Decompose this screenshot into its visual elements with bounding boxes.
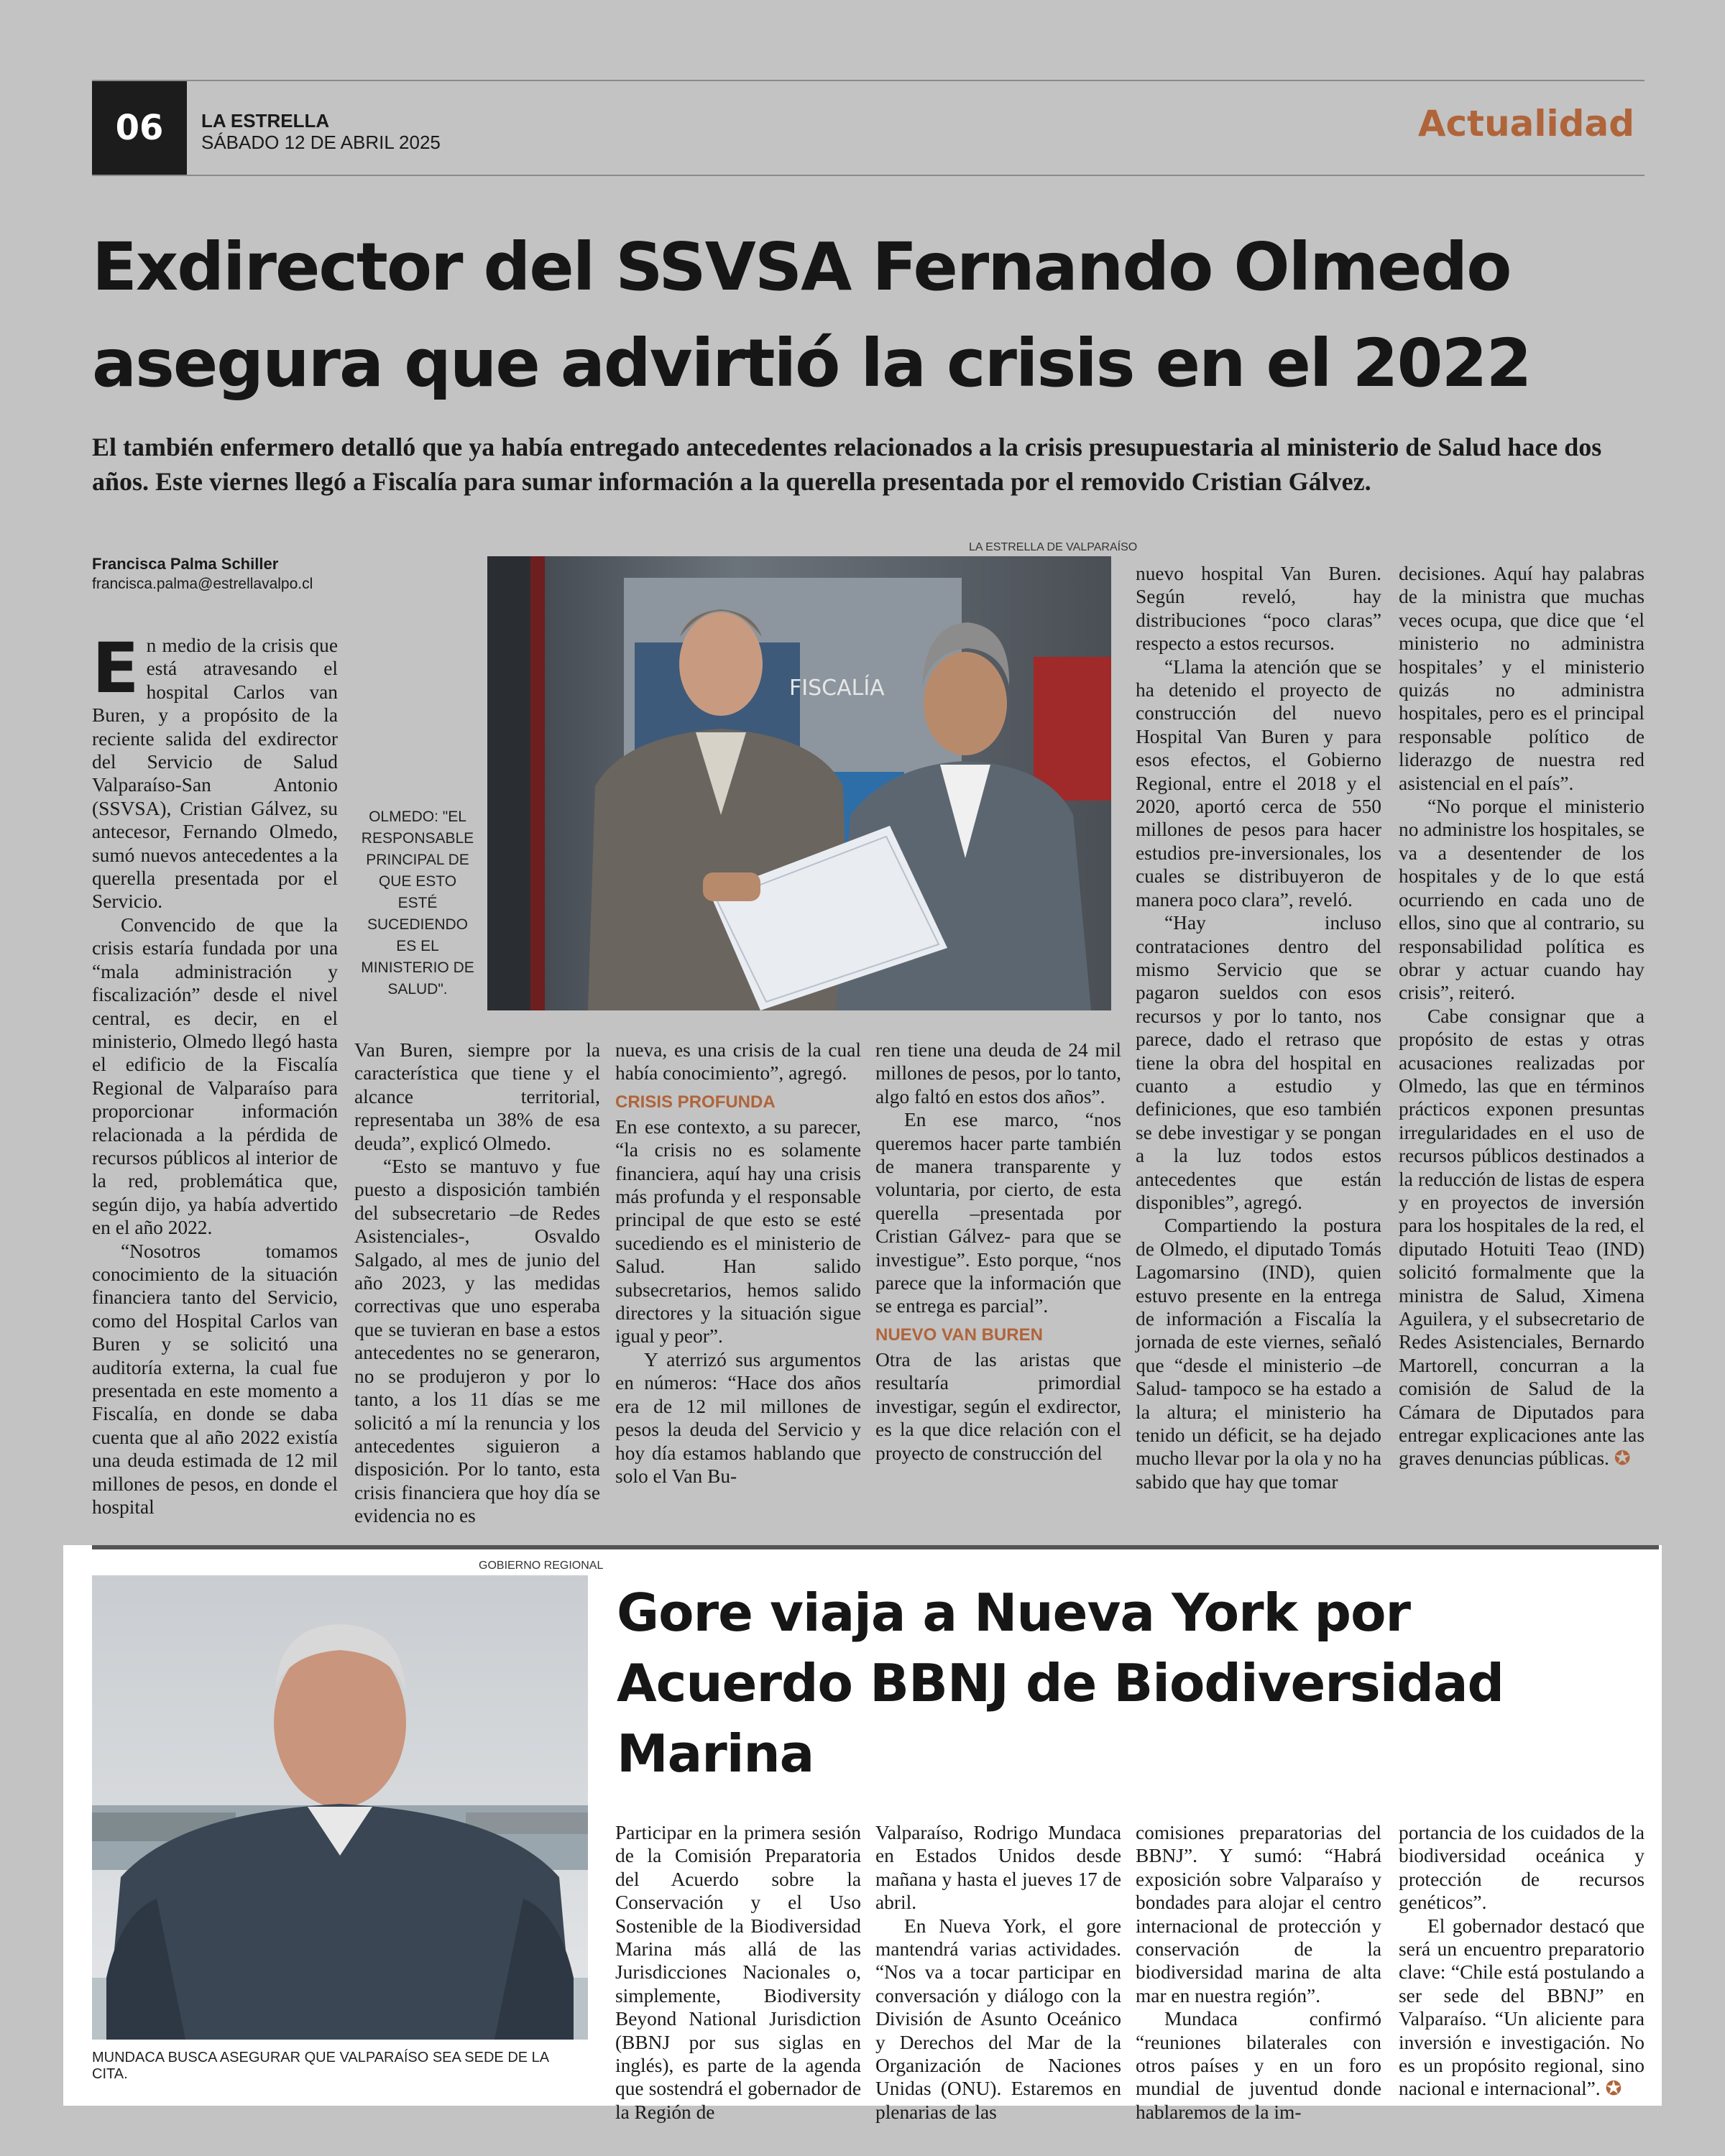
article-column-4 xyxy=(875,1038,1121,1465)
drop-cap: E xyxy=(92,628,139,709)
paragraph xyxy=(1399,1915,1644,2101)
final-paragraph-text: Cabe consignar que a propósito de estas y otras acusaciones realizadas por Olmedo, las que en términos prácticos exponen presuntas irregularidades en el uso de recursos públicos destinados a la reducción de listas de espera y en proyectos de inversión para los hospitales de la red, el diputado Hotuiti Teao (IND) solicitó formalmente que la ministra de Salud, Ximena Aguilera, y el subsecretario de Redes Asistenciales, Bernardo Martorell, concurran a la comisión de Salud de la Cámara de Diputados para entregar explicaciones ante las graves denuncias públicas. xyxy=(1399,1005,1644,1470)
paragraph: portancia de los cuidados de la biodiversidad oceánica y protección de recursos genéticos”. xyxy=(1399,1822,1644,1914)
paragraph: Otra de las aristas que resultaría primordial investigar, según el exdirector, es la que dice relación con el proyecto de construcción del xyxy=(875,1348,1121,1464)
secondary-headline: Gore viaja a Nueva York por Acuerdo BBNJ de Biodiversidad Marina xyxy=(617,1583,1504,1784)
paragraph: nueva, es una crisis de la cual había conocimiento”, agregó. xyxy=(615,1039,861,1084)
lead-paragraph: n medio de la crisis que está atravesando el hospital Carlos van Buren, y a propósito de la reciente salida del exdirector del Servicio de Salud Valparaíso-San Antonio (SSVSA), Cristian Gálvez, su antecesor, Fernando Olmedo, sumó nuevos antecedentes a la querella presentada por el Servicio. xyxy=(92,635,338,913)
paragraph: Van Buren, siempre por la característica que tiene y el alcance territorial, representaba un 38% de esa deuda”, explicó Olmedo. xyxy=(354,1039,600,1154)
paragraph xyxy=(1399,1005,1644,1471)
paragraph: “No porque el ministerio no administre los hospitales, se va a desentender de los hospitales y de lo que está ocurriendo en cada uno de ellos, sino que al contrario, su responsabilidad política es obrar y actuar cuando hay crisis”, reiteró. xyxy=(1399,796,1644,1004)
byline xyxy=(92,554,313,594)
photo-illustration xyxy=(487,556,1111,1010)
secondary-article xyxy=(63,1545,1662,2123)
paragraph: En ese marco, “nos queremos hacer parte también de manera transparente y voluntaria, por cierto, de esta querella –presentada por Cristian Gálvez- para que se investigue”. Esto porque, “nos parece que la información que se entrega es parcial”. xyxy=(875,1109,1121,1317)
paragraph: decisiones. Aquí hay palabras de la ministra que muchas veces ocupa, que dice que ‘el ministerio no administra hospitales’ y el ministerio quizás no administra hospitales, pero es el principal responsable político de liderazgo de nuestra red asistencial en el país”. xyxy=(1399,563,1644,794)
secondary-column-3 xyxy=(1136,1821,1381,2124)
photo-credit-2: GOBIERNO REGIONAL xyxy=(479,1560,604,1572)
article-column-6 xyxy=(1399,562,1644,1471)
subheading-nuevo-van-buren: NUEVO VAN BUREN xyxy=(875,1325,1043,1345)
photo-caption-2: MUNDACA BUSCA ASEGURAR QUE VALPARAÍSO SEA SEDE DE LA CITA. xyxy=(92,2050,549,2082)
issue-date: SÁBADO 12 DE ABRIL 2025 xyxy=(201,132,441,153)
paragraph: En Nueva York, el gore mantendrá varias actividades. “Nos va a tocar participar en conversación y diálogo con la División de Asunto Oceánico y Derechos del Mar de la Organización de Naciones Unidas (ONU). Estaremos en plenarias de las xyxy=(875,1915,1121,2123)
paragraph: Participar en la primera sesión de la Comisión Preparatoria del Acuerdo sobre la Conservación y el Uso Sostenible de la Biodiversidad Marina más allá de las Jurisdicciones Nacionales o, simplemente, Biodiversity Beyond National Jurisdiction (BBNJ por sus siglas en inglés), es parte de la agenda que sostendrá el gobernador de la Región de xyxy=(615,1822,861,2123)
article-column-5 xyxy=(1136,562,1381,1493)
newspaper-page xyxy=(63,68,1662,2123)
governor-photo xyxy=(92,1575,588,2040)
end-mark-icon: ✪ xyxy=(1614,1447,1631,1470)
photo-credit: LA ESTRELLA DE VALPARAÍSO xyxy=(969,541,1138,553)
secondary-column-1 xyxy=(615,1821,861,2124)
section-label: Actualidad xyxy=(1417,103,1634,144)
article-headline: Exdirector del SSVSA Fernando Olmedo asegura que advirtió la crisis en el 2022 xyxy=(92,229,1531,402)
secondary-column-2 xyxy=(875,1821,1121,2124)
paragraph: Mundaca confirmó “reuniones bilaterales con otros países y en un foro mundial de juventud donde hablaremos de la im- xyxy=(1136,2008,1381,2123)
secondary-rule xyxy=(92,1545,1659,1549)
author-name: Francisca Palma Schiller xyxy=(92,555,279,573)
article-photo xyxy=(487,556,1111,1010)
article-column-2 xyxy=(354,1038,600,1528)
paragraph: Y aterrizó sus argumentos en números: “Hace dos años era de 12 mil millones de pesos la deuda del Servicio y hoy día estamos hablando que solo el Van Bu- xyxy=(615,1348,861,1487)
page-number: 06 xyxy=(92,81,187,175)
photo-caption: OLMEDO: "EL RESPONSABLE PRINCIPAL DE QUE ESTO ESTÉ SUCEDIENDO ES EL MINISTERIO DE SALUD". xyxy=(361,808,474,998)
top-rule xyxy=(92,80,1644,81)
final-paragraph-text: El gobernador destacó que será un encuentro preparatorio clave: “Chile está postulando a ser sede del BBNJ” en Valparaíso. “Un aliciente para inversión e investigación. No es un propósito regional, sino nacional e internacional”. xyxy=(1399,1915,1644,2100)
paragraph: nuevo hospital Van Buren. Según reveló, hay distribuciones “poco claras” respecto a estos recursos. xyxy=(1136,563,1381,655)
paragraph: En ese contexto, a su parecer, “la crisis no es solamente financiera, aquí hay una crisis más profunda y el responsable principal de que esto se esté sucediendo es el ministerio de Salud. Han salido subsecretarios, hemos salido directores y la situación sigue igual y peor”. xyxy=(615,1115,861,1348)
subheading-crisis-profunda: CRISIS PROFUNDA xyxy=(615,1092,776,1112)
fiscalia-sign: FISCALÍA xyxy=(789,676,885,701)
masthead xyxy=(201,110,441,153)
paragraph: “Hay incluso contrataciones dentro del mismo Servicio que se pagaron sueldos con esos recursos y por lo tanto, nos parece, dado el retraso que tiene la obra del hospital en cuanto a estudio y definiciones, que eso también se debe investigar y se pongan a la luz todos estos antecedentes que están disponibles”, agregó. xyxy=(1136,912,1381,1213)
paragraph: “Llama la atención que se ha detenido el proyecto de construcción del nuevo Hospital Van Buren y para esos efectos, el Gobierno Regional, entre el 2018 y el 2020, aportó cerca de 550 millones de pesos para hacer estudios pre-inversionales, los cuales se distribuyeron de manera poco clara”, reveló. xyxy=(1136,655,1381,911)
article-deck: El también enfermero detalló que ya había entregado antecedentes relacionados a la crisis presupuestaria al ministerio de Salud hace dos años. Este viernes llegó a Fiscalía para sumar información a la querella presentada por el removido Cristian Gálvez. xyxy=(92,433,1602,496)
governor-photo-illustration xyxy=(92,1575,588,2040)
article-column-1 xyxy=(92,628,338,1519)
header-rule xyxy=(92,175,1644,176)
paragraph: Compartiendo la postura de Olmedo, el diputado Tomás Lagomarsino (IND), quien estuvo presente en la entrega de información a Fiscalía la jornada de este viernes, señaló que “desde el ministerio –de Salud- tampoco se ha estado a la altura; el ministerio ha tenido un déficit, se ha dejado mucho llevar por la ola y no ha sabido que hay que tomar xyxy=(1136,1215,1381,1493)
paragraph: “Esto se mantuvo y fue puesto a disposición también del subsecretario –de Redes Asistenciales-, Osvaldo Salgado, al mes de junio del año 2023, y las medidas correctivas que uno esperaba que se tuvieran en base a estos antecedentes no se generaron, no se produjeron y por lo tanto, a los 11 días se me solicitó a mí la renuncia y los antecedentes siguieron a disposición. Por lo tanto, esta crisis financiera que hoy día se evidencia no es xyxy=(354,1156,600,1527)
author-email: francisca.palma@estrellavalpo.cl xyxy=(92,576,313,592)
paper-name: LA ESTRELLA xyxy=(201,110,330,132)
paragraph: ren tiene una deuda de 24 mil millones de pesos, por lo tanto, algo faltó en estos dos años”. xyxy=(875,1039,1121,1107)
paragraph: “Nosotros tomamos conocimiento de la situación financiera tanto del Servicio, como del Hospital Carlos van Buren y se solicitó una auditoría externa, la cual fue presentada en este momento a Fiscalía, en donde se daba cuenta que al año 2022 existía una deuda estimada de 12 mil millones de pesos, en donde el hospital xyxy=(92,1240,338,1519)
paragraph: comisiones preparatorias del BBNJ”. Y sumó: “Habrá exposición sobre Valparaíso y bondades para alojar el centro internacional de protección y conservación de la biodiversidad marina de alta mar en nuestra región”. xyxy=(1136,1822,1381,2007)
secondary-column-4 xyxy=(1399,1821,1644,2101)
end-mark-icon: ✪ xyxy=(1605,2078,1622,2101)
paragraph: Valparaíso, Rodrigo Mundaca en Estados Unidos desde mañana y hasta el jueves 17 de abril. xyxy=(875,1822,1121,1914)
article-column-3 xyxy=(615,1038,861,1488)
paragraph: Convencido de que la crisis estaría fundada por una “mala administración y fiscalización” desde el nivel central, es decir, en el ministerio, Olmedo llegó hasta el edificio de la Fiscalía Regional de Valparaíso para proporcionar información relacionada a la pérdida de recursos públicos al interior de la red, problemática que, según dijo, ya había advertido en el año 2022. xyxy=(92,913,338,1239)
